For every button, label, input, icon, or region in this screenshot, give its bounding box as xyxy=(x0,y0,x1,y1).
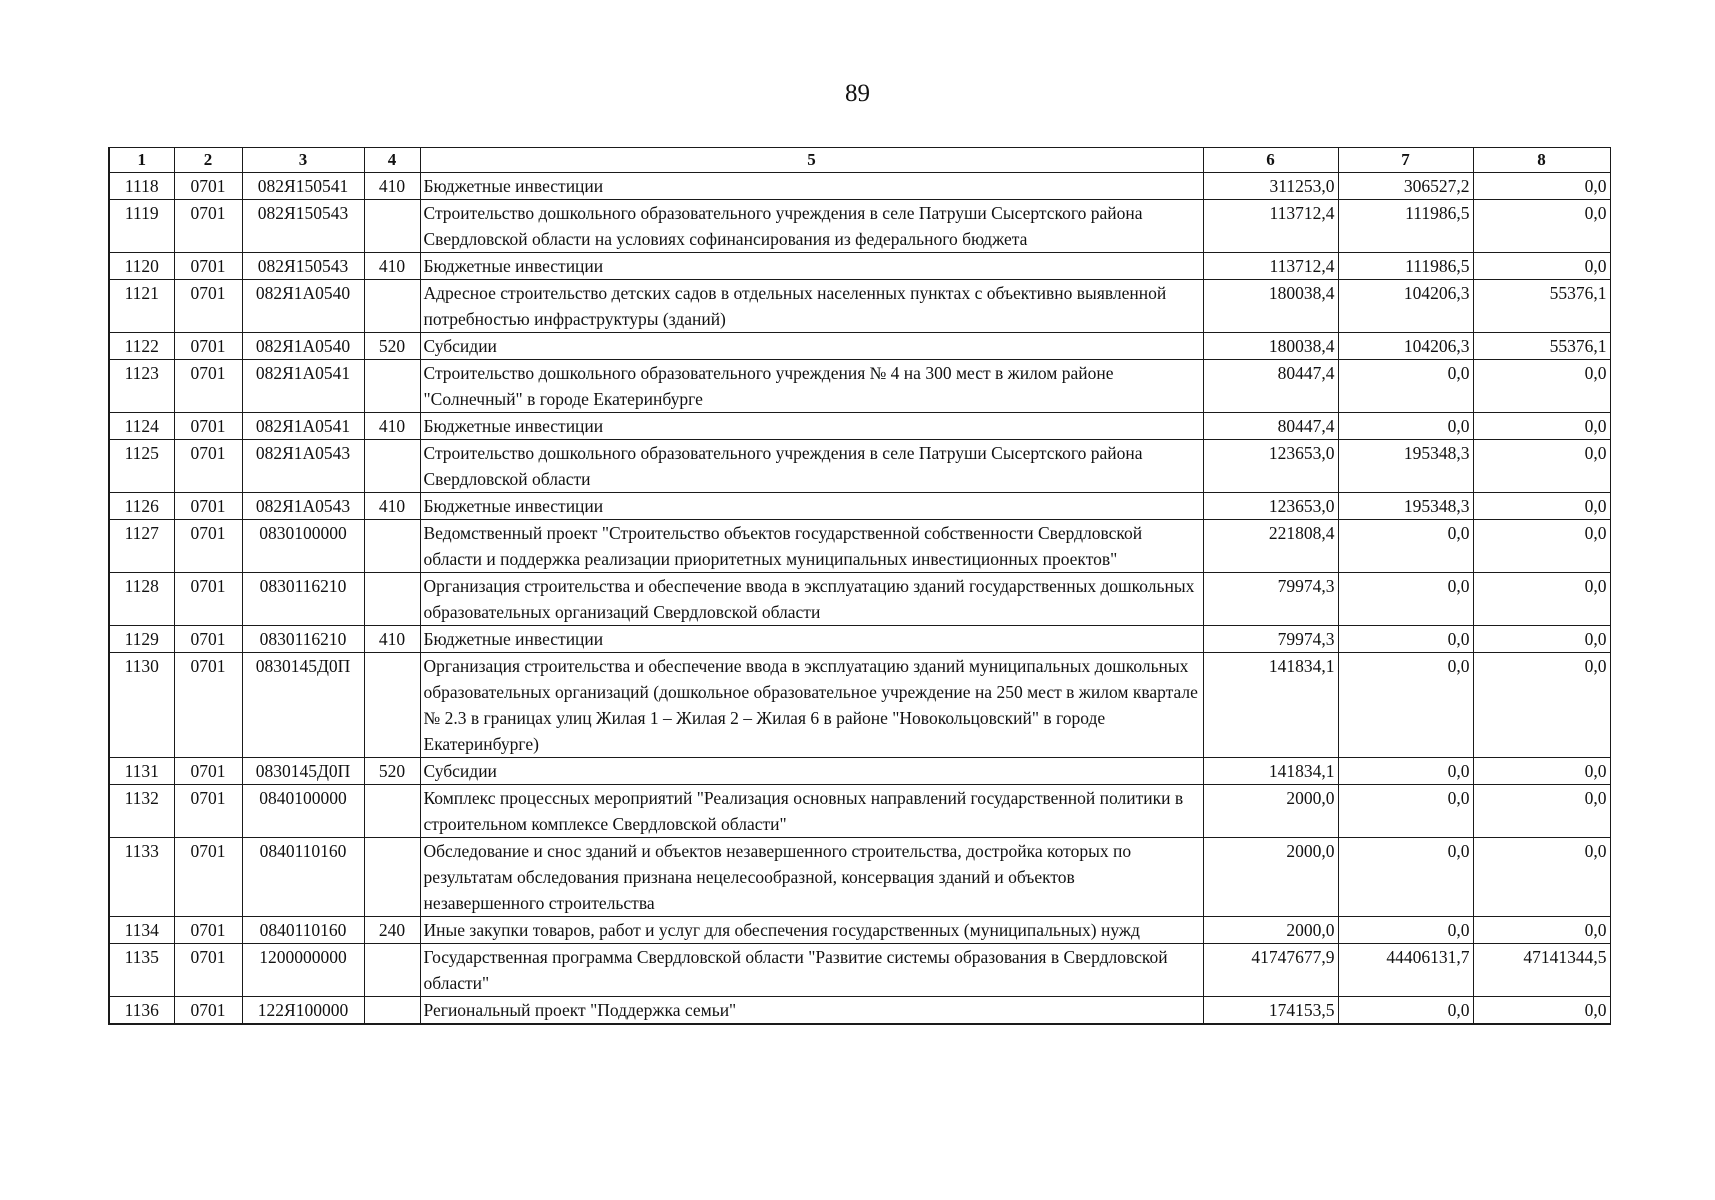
item-name: Бюджетные инвестиции xyxy=(420,626,1203,653)
row-number: 1134 xyxy=(109,917,174,944)
amount-col-7: 0,0 xyxy=(1338,653,1473,758)
item-name: Строительство дошкольного образовательного учреждения в селе Патруши Сысертского района Свердловской области на условиях софинансирования из федерального бюджета xyxy=(420,200,1203,253)
col-header-4: 4 xyxy=(364,148,420,173)
table-row xyxy=(109,838,1610,917)
amount-col-8: 0,0 xyxy=(1473,440,1610,493)
row-number: 1124 xyxy=(109,413,174,440)
target-article-code: 0840100000 xyxy=(242,785,364,838)
item-name: Иные закупки товаров, работ и услуг для обеспечения государственных (муниципальных) нужд xyxy=(420,917,1203,944)
item-name: Обследование и снос зданий и объектов незавершенного строительства, достройка которых по результатам обследования признана нецелесообразной, консервация зданий и объектов незавершенного строительства xyxy=(420,838,1203,917)
target-article-code: 0840110160 xyxy=(242,838,364,917)
row-number: 1125 xyxy=(109,440,174,493)
row-number: 1121 xyxy=(109,280,174,333)
target-article-code: 082Я1А0541 xyxy=(242,360,364,413)
item-name: Организация строительства и обеспечение ввода в эксплуатацию зданий государственных дошкольных образовательных организаций Свердловской области xyxy=(420,573,1203,626)
amount-col-8: 55376,1 xyxy=(1473,333,1610,360)
amount-col-6: 221808,4 xyxy=(1203,520,1338,573)
item-name: Бюджетные инвестиции xyxy=(420,253,1203,280)
amount-col-7: 111986,5 xyxy=(1338,200,1473,253)
amount-col-8: 0,0 xyxy=(1473,360,1610,413)
page-number: 89 xyxy=(845,80,870,107)
row-number: 1119 xyxy=(109,200,174,253)
item-name: Региональный проект "Поддержка семьи" xyxy=(420,997,1203,1025)
section-code: 0701 xyxy=(174,917,242,944)
row-number: 1127 xyxy=(109,520,174,573)
table-row xyxy=(109,440,1610,493)
item-name: Бюджетные инвестиции xyxy=(420,413,1203,440)
amount-col-7: 0,0 xyxy=(1338,520,1473,573)
amount-col-7: 0,0 xyxy=(1338,573,1473,626)
amount-col-7: 0,0 xyxy=(1338,758,1473,785)
col-header-8: 8 xyxy=(1473,148,1610,173)
expense-type-code: 410 xyxy=(364,493,420,520)
amount-col-7: 0,0 xyxy=(1338,785,1473,838)
row-number: 1123 xyxy=(109,360,174,413)
item-name: Строительство дошкольного образовательного учреждения № 4 на 300 мест в жилом районе "Солнечный" в городе Екатеринбурге xyxy=(420,360,1203,413)
section-code: 0701 xyxy=(174,838,242,917)
item-name: Организация строительства и обеспечение ввода в эксплуатацию зданий муниципальных дошкольных образовательных организаций (дошкольное образовательное учреждение на 250 мест в жилом квартале № 2.3 в границах улиц Жилая 1 – Жилая 2 – Жилая 6 в районе "Новокольцовский" в городе Екатеринбурге) xyxy=(420,653,1203,758)
amount-col-7: 0,0 xyxy=(1338,997,1473,1025)
row-number: 1122 xyxy=(109,333,174,360)
amount-col-7: 195348,3 xyxy=(1338,440,1473,493)
amount-col-7: 104206,3 xyxy=(1338,280,1473,333)
target-article-code: 0830145Д0П xyxy=(242,653,364,758)
item-name: Субсидии xyxy=(420,333,1203,360)
row-number: 1128 xyxy=(109,573,174,626)
item-name: Субсидии xyxy=(420,758,1203,785)
table-body xyxy=(109,173,1610,1025)
amount-col-7: 0,0 xyxy=(1338,838,1473,917)
table-row xyxy=(109,520,1610,573)
expense-type-code xyxy=(364,280,420,333)
item-name: Комплекс процессных мероприятий "Реализация основных направлений государственной политики в строительном комплексе Свердловской области" xyxy=(420,785,1203,838)
amount-col-6: 79974,3 xyxy=(1203,573,1338,626)
row-number: 1132 xyxy=(109,785,174,838)
row-number: 1131 xyxy=(109,758,174,785)
table-row xyxy=(109,333,1610,360)
amount-col-7: 0,0 xyxy=(1338,413,1473,440)
row-number: 1129 xyxy=(109,626,174,653)
row-number: 1133 xyxy=(109,838,174,917)
expense-type-code xyxy=(364,653,420,758)
item-name: Бюджетные инвестиции xyxy=(420,493,1203,520)
expense-type-code xyxy=(364,360,420,413)
target-article-code: 082Я1А0543 xyxy=(242,440,364,493)
section-code: 0701 xyxy=(174,785,242,838)
expense-type-code: 410 xyxy=(364,173,420,200)
amount-col-7: 0,0 xyxy=(1338,360,1473,413)
target-article-code: 0830116210 xyxy=(242,626,364,653)
row-number: 1118 xyxy=(109,173,174,200)
amount-col-6: 180038,4 xyxy=(1203,333,1338,360)
section-code: 0701 xyxy=(174,653,242,758)
amount-col-7: 195348,3 xyxy=(1338,493,1473,520)
expense-type-code xyxy=(364,838,420,917)
target-article-code: 082Я150543 xyxy=(242,253,364,280)
target-article-code: 082Я1А0541 xyxy=(242,413,364,440)
table-row xyxy=(109,280,1610,333)
section-code: 0701 xyxy=(174,280,242,333)
expense-type-code xyxy=(364,440,420,493)
amount-col-6: 2000,0 xyxy=(1203,917,1338,944)
item-name: Государственная программа Свердловской области "Развитие системы образования в Свердловской области" xyxy=(420,944,1203,997)
amount-col-8: 0,0 xyxy=(1473,785,1610,838)
col-header-5: 5 xyxy=(420,148,1203,173)
amount-col-6: 113712,4 xyxy=(1203,253,1338,280)
amount-col-8: 0,0 xyxy=(1473,997,1610,1025)
amount-col-8: 47141344,5 xyxy=(1473,944,1610,997)
amount-col-7: 104206,3 xyxy=(1338,333,1473,360)
amount-col-6: 2000,0 xyxy=(1203,838,1338,917)
row-number: 1135 xyxy=(109,944,174,997)
amount-col-8: 0,0 xyxy=(1473,573,1610,626)
amount-col-6: 80447,4 xyxy=(1203,413,1338,440)
col-header-1: 1 xyxy=(109,148,174,173)
table-row xyxy=(109,785,1610,838)
amount-col-6: 113712,4 xyxy=(1203,200,1338,253)
amount-col-6: 180038,4 xyxy=(1203,280,1338,333)
amount-col-8: 0,0 xyxy=(1473,173,1610,200)
expense-type-code xyxy=(364,944,420,997)
target-article-code: 1200000000 xyxy=(242,944,364,997)
amount-col-8: 0,0 xyxy=(1473,838,1610,917)
expense-type-code: 410 xyxy=(364,626,420,653)
amount-col-7: 0,0 xyxy=(1338,626,1473,653)
row-number: 1130 xyxy=(109,653,174,758)
table-row xyxy=(109,200,1610,253)
expense-type-code xyxy=(364,997,420,1025)
amount-col-8: 0,0 xyxy=(1473,758,1610,785)
target-article-code: 0830100000 xyxy=(242,520,364,573)
row-number: 1120 xyxy=(109,253,174,280)
section-code: 0701 xyxy=(174,253,242,280)
expense-type-code xyxy=(364,785,420,838)
amount-col-8: 0,0 xyxy=(1473,917,1610,944)
amount-col-6: 141834,1 xyxy=(1203,758,1338,785)
col-header-7: 7 xyxy=(1338,148,1473,173)
expense-type-code: 410 xyxy=(364,253,420,280)
amount-col-8: 55376,1 xyxy=(1473,280,1610,333)
amount-col-8: 0,0 xyxy=(1473,653,1610,758)
table-row xyxy=(109,758,1610,785)
expense-type-code: 410 xyxy=(364,413,420,440)
table-row xyxy=(109,917,1610,944)
col-header-2: 2 xyxy=(174,148,242,173)
amount-col-8: 0,0 xyxy=(1473,493,1610,520)
budget-table xyxy=(108,147,1611,1025)
table-row xyxy=(109,413,1610,440)
amount-col-7: 111986,5 xyxy=(1338,253,1473,280)
section-code: 0701 xyxy=(174,997,242,1025)
amount-col-6: 123653,0 xyxy=(1203,493,1338,520)
target-article-code: 082Я150543 xyxy=(242,200,364,253)
section-code: 0701 xyxy=(174,520,242,573)
amount-col-6: 80447,4 xyxy=(1203,360,1338,413)
row-number: 1136 xyxy=(109,997,174,1025)
table-row xyxy=(109,360,1610,413)
expense-type-code xyxy=(364,520,420,573)
expense-type-code xyxy=(364,573,420,626)
item-name: Ведомственный проект "Строительство объектов государственной собственности Свердловской области и поддержка реализации приоритетных муниципальных инвестиционных проектов" xyxy=(420,520,1203,573)
amount-col-6: 123653,0 xyxy=(1203,440,1338,493)
amount-col-6: 41747677,9 xyxy=(1203,944,1338,997)
section-code: 0701 xyxy=(174,493,242,520)
table-row xyxy=(109,573,1610,626)
table-row xyxy=(109,493,1610,520)
col-header-6: 6 xyxy=(1203,148,1338,173)
amount-col-8: 0,0 xyxy=(1473,413,1610,440)
row-number: 1126 xyxy=(109,493,174,520)
section-code: 0701 xyxy=(174,626,242,653)
amount-col-6: 141834,1 xyxy=(1203,653,1338,758)
expense-type-code: 520 xyxy=(364,758,420,785)
amount-col-6: 79974,3 xyxy=(1203,626,1338,653)
col-header-3: 3 xyxy=(242,148,364,173)
section-code: 0701 xyxy=(174,758,242,785)
section-code: 0701 xyxy=(174,944,242,997)
target-article-code: 122Я100000 xyxy=(242,997,364,1025)
target-article-code: 082Я1А0540 xyxy=(242,280,364,333)
section-code: 0701 xyxy=(174,440,242,493)
amount-col-8: 0,0 xyxy=(1473,200,1610,253)
amount-col-7: 44406131,7 xyxy=(1338,944,1473,997)
amount-col-7: 0,0 xyxy=(1338,917,1473,944)
amount-col-6: 311253,0 xyxy=(1203,173,1338,200)
item-name: Бюджетные инвестиции xyxy=(420,173,1203,200)
expense-type-code: 520 xyxy=(364,333,420,360)
target-article-code: 082Я150541 xyxy=(242,173,364,200)
target-article-code: 0840110160 xyxy=(242,917,364,944)
amount-col-6: 174153,5 xyxy=(1203,997,1338,1025)
amount-col-8: 0,0 xyxy=(1473,520,1610,573)
section-code: 0701 xyxy=(174,333,242,360)
target-article-code: 082Я1А0543 xyxy=(242,493,364,520)
item-name: Адресное строительство детских садов в отдельных населенных пунктах с объективно выявленной потребностью инфраструктуры (зданий) xyxy=(420,280,1203,333)
table-row xyxy=(109,944,1610,997)
section-code: 0701 xyxy=(174,200,242,253)
header-row xyxy=(109,148,1610,173)
amount-col-8: 0,0 xyxy=(1473,626,1610,653)
amount-col-7: 306527,2 xyxy=(1338,173,1473,200)
item-name: Строительство дошкольного образовательного учреждения в селе Патруши Сысертского района Свердловской области xyxy=(420,440,1203,493)
table-row xyxy=(109,653,1610,758)
section-code: 0701 xyxy=(174,413,242,440)
section-code: 0701 xyxy=(174,573,242,626)
amount-col-6: 2000,0 xyxy=(1203,785,1338,838)
target-article-code: 0830116210 xyxy=(242,573,364,626)
section-code: 0701 xyxy=(174,173,242,200)
table-row xyxy=(109,626,1610,653)
target-article-code: 0830145Д0П xyxy=(242,758,364,785)
target-article-code: 082Я1А0540 xyxy=(242,333,364,360)
table-row xyxy=(109,997,1610,1025)
table-row xyxy=(109,173,1610,200)
section-code: 0701 xyxy=(174,360,242,413)
expense-type-code xyxy=(364,200,420,253)
table-row xyxy=(109,253,1610,280)
expense-type-code: 240 xyxy=(364,917,420,944)
amount-col-8: 0,0 xyxy=(1473,253,1610,280)
